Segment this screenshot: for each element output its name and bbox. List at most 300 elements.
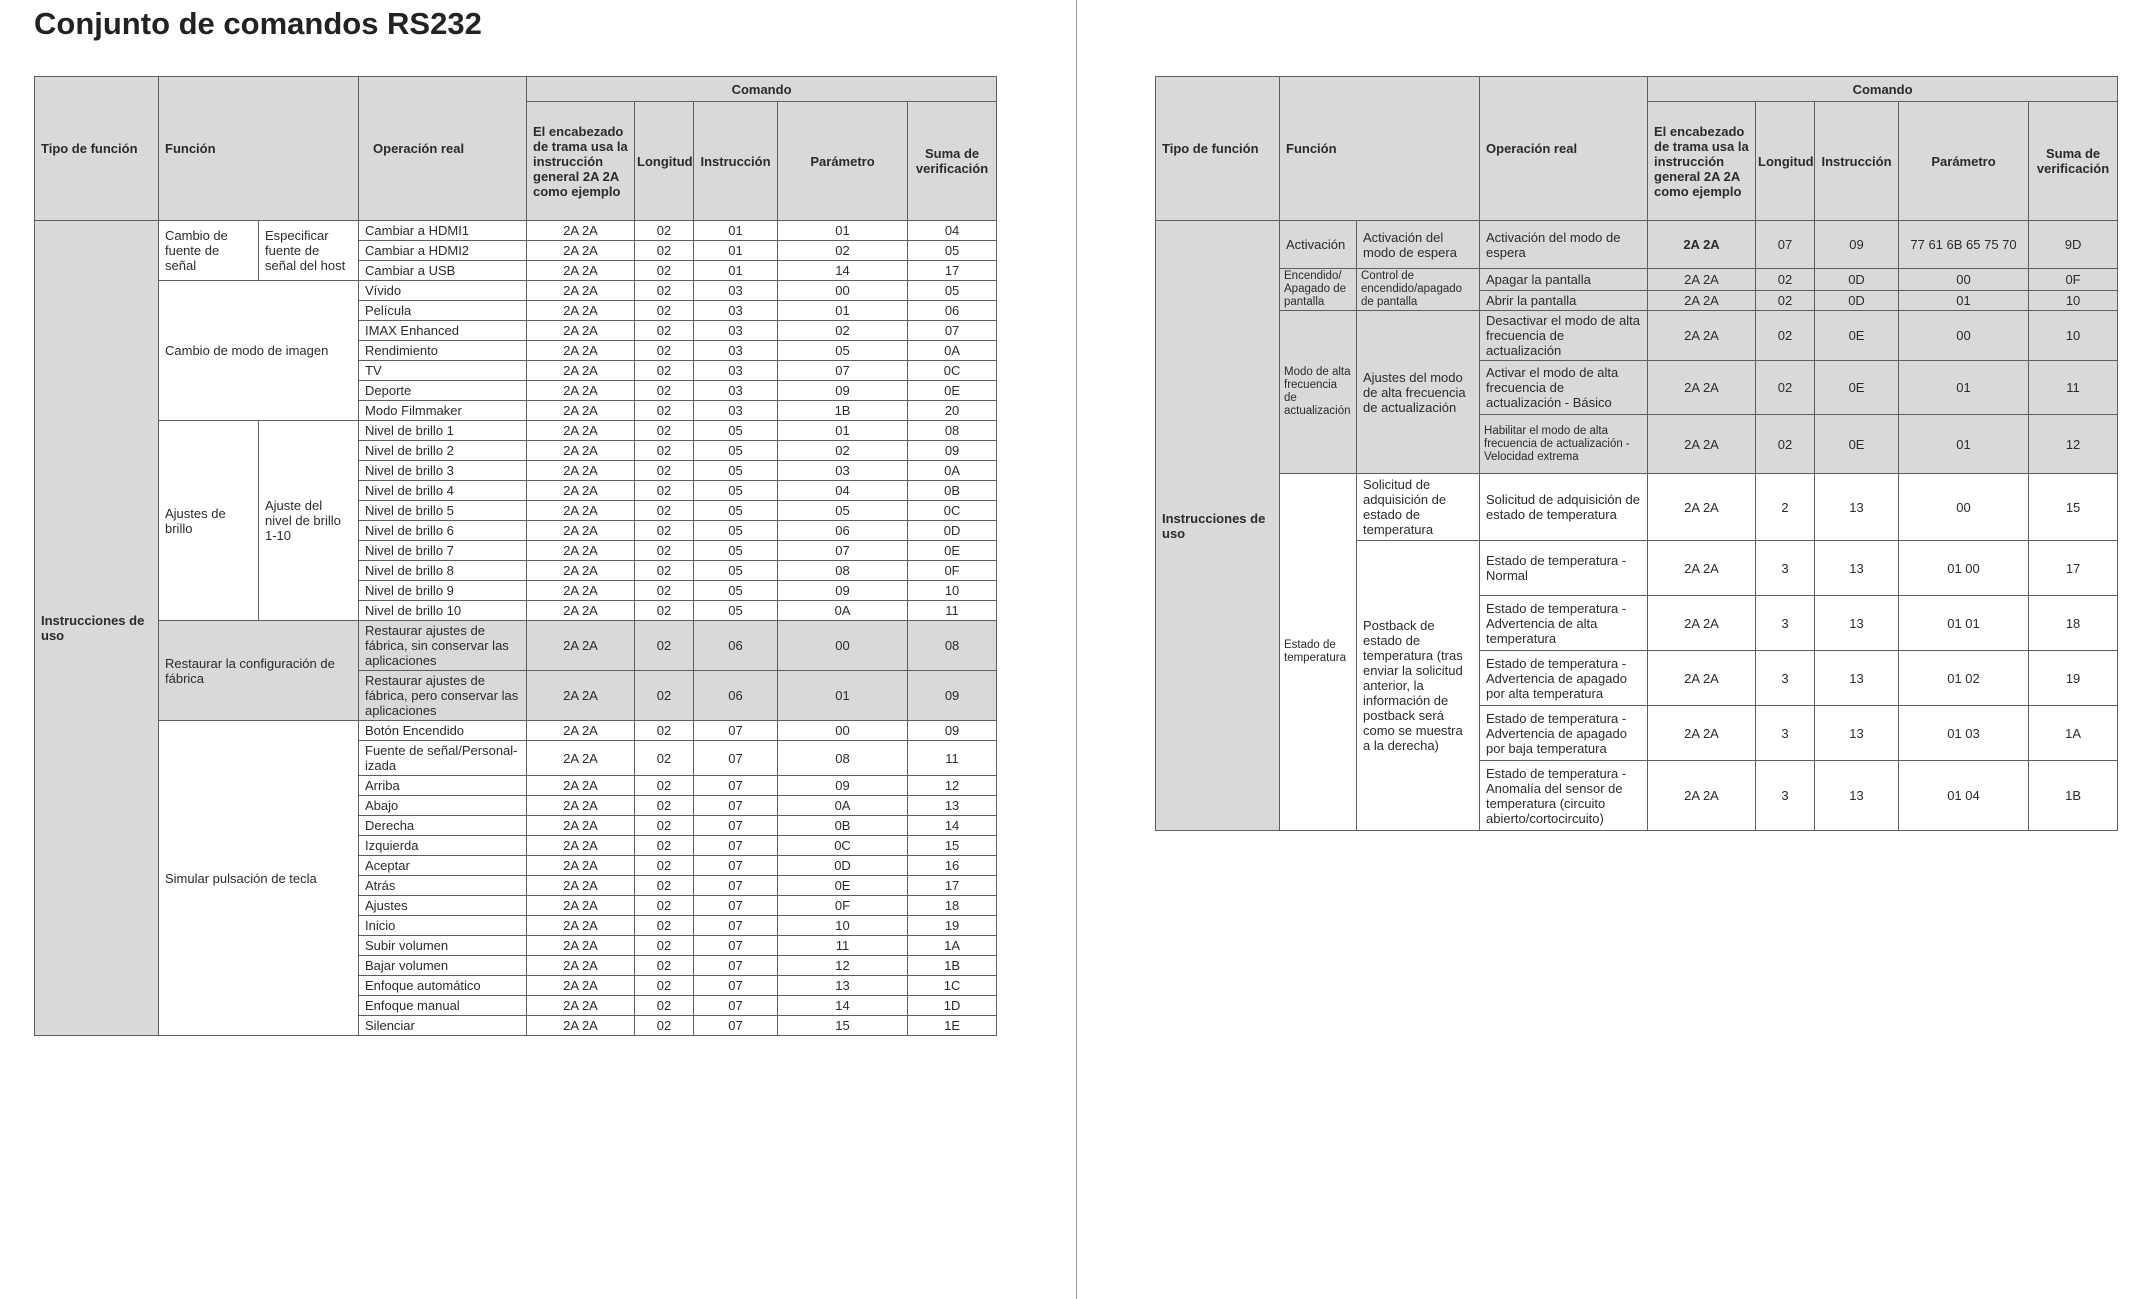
instruction-cell: 06 xyxy=(694,621,778,671)
operation-cell: IMAX Enhanced xyxy=(359,321,527,341)
function-group-cell: Cambio de modo de imagen xyxy=(159,281,359,421)
length-cell: 02 xyxy=(635,321,694,341)
instruction-cell: 07 xyxy=(694,796,778,816)
operation-cell: Derecha xyxy=(359,816,527,836)
length-cell: 02 xyxy=(635,541,694,561)
checksum-cell: 18 xyxy=(908,896,997,916)
parameter-cell: 0F xyxy=(778,896,908,916)
header-encabezado: El encabezado de trama usa la instrucción general 2A 2A como ejemplo xyxy=(527,102,635,221)
length-cell: 02 xyxy=(635,261,694,281)
checksum-cell: 14 xyxy=(908,816,997,836)
operation-cell: Estado de temperatura - Advertencia de alta temperatura xyxy=(1480,596,1648,651)
header-value-cell: 2A 2A xyxy=(527,461,635,481)
checksum-cell: 17 xyxy=(2029,541,2118,596)
function-type-cell: Instrucciones de uso xyxy=(35,221,159,1036)
checksum-cell: 08 xyxy=(908,421,997,441)
parameter-cell: 00 xyxy=(778,621,908,671)
parameter-cell: 09 xyxy=(778,581,908,601)
header-value-cell: 2A 2A xyxy=(1648,706,1756,761)
operation-cell: Subir volumen xyxy=(359,936,527,956)
checksum-cell: 17 xyxy=(908,261,997,281)
checksum-cell: 19 xyxy=(2029,651,2118,706)
page-title: Conjunto de comandos RS232 xyxy=(34,6,482,41)
instruction-cell: 07 xyxy=(694,836,778,856)
header-value-cell: 2A 2A xyxy=(1648,269,1756,291)
length-cell: 02 xyxy=(635,461,694,481)
header-suma: Suma de verificación xyxy=(908,102,997,221)
length-cell: 02 xyxy=(635,776,694,796)
length-cell: 02 xyxy=(635,956,694,976)
checksum-cell: 0F xyxy=(2029,269,2118,291)
header-funcion: Función xyxy=(1280,77,1480,221)
checksum-cell: 15 xyxy=(908,836,997,856)
instruction-cell: 01 xyxy=(694,221,778,241)
parameter-cell: 0A xyxy=(778,796,908,816)
parameter-cell: 01 xyxy=(778,301,908,321)
instruction-cell: 05 xyxy=(694,501,778,521)
length-cell: 02 xyxy=(635,621,694,671)
checksum-cell: 0A xyxy=(908,341,997,361)
length-cell: 02 xyxy=(1756,269,1815,291)
header-value-cell: 2A 2A xyxy=(1648,761,1756,831)
instruction-cell: 01 xyxy=(694,261,778,281)
length-cell: 02 xyxy=(635,671,694,721)
table-row xyxy=(35,721,997,741)
operation-cell: Activación del modo de espera xyxy=(1480,221,1648,269)
checksum-cell: 09 xyxy=(908,441,997,461)
checksum-cell: 11 xyxy=(908,601,997,621)
length-cell: 02 xyxy=(635,241,694,261)
header-value-cell: 2A 2A xyxy=(1648,651,1756,706)
parameter-cell: 01 00 xyxy=(1899,541,2029,596)
header-value-cell: 2A 2A xyxy=(527,241,635,261)
parameter-cell: 06 xyxy=(778,521,908,541)
length-cell: 02 xyxy=(635,481,694,501)
instruction-cell: 03 xyxy=(694,381,778,401)
operation-cell: Abajo xyxy=(359,796,527,816)
operation-cell: Silenciar xyxy=(359,1016,527,1036)
length-cell: 3 xyxy=(1756,596,1815,651)
table-row xyxy=(1156,311,2118,361)
instruction-cell: 0E xyxy=(1815,415,1899,474)
instruction-cell: 13 xyxy=(1815,651,1899,706)
length-cell: 02 xyxy=(635,361,694,381)
instruction-cell: 07 xyxy=(694,876,778,896)
instruction-cell: 07 xyxy=(694,741,778,776)
header-value-cell: 2A 2A xyxy=(527,936,635,956)
header-value-cell: 2A 2A xyxy=(527,561,635,581)
instruction-cell: 13 xyxy=(1815,761,1899,831)
operation-cell: TV xyxy=(359,361,527,381)
operation-cell: Estado de temperatura - Advertencia de apagado por baja temperatura xyxy=(1480,706,1648,761)
length-cell: 02 xyxy=(635,896,694,916)
parameter-cell: 01 04 xyxy=(1899,761,2029,831)
function-subgroup-cell: Control de encendido/apagado de pantalla xyxy=(1357,269,1480,311)
length-cell: 02 xyxy=(635,976,694,996)
header-value-cell: 2A 2A xyxy=(527,836,635,856)
parameter-cell: 01 xyxy=(1899,290,2029,311)
operation-cell: Vívido xyxy=(359,281,527,301)
checksum-cell: 1A xyxy=(908,936,997,956)
checksum-cell: 0C xyxy=(908,501,997,521)
instruction-cell: 09 xyxy=(1815,221,1899,269)
checksum-cell: 20 xyxy=(908,401,997,421)
checksum-cell: 07 xyxy=(908,321,997,341)
parameter-cell: 01 xyxy=(778,671,908,721)
checksum-cell: 17 xyxy=(908,876,997,896)
header-value-cell: 2A 2A xyxy=(527,896,635,916)
parameter-cell: 08 xyxy=(778,561,908,581)
operation-cell: Nivel de brillo 2 xyxy=(359,441,527,461)
function-group-cell: Estado de temperatura xyxy=(1280,474,1357,831)
operation-cell: Enfoque manual xyxy=(359,996,527,1016)
operation-cell: Restaurar ajustes de fábrica, sin conservar las aplicaciones xyxy=(359,621,527,671)
checksum-cell: 1E xyxy=(908,1016,997,1036)
checksum-cell: 11 xyxy=(2029,361,2118,415)
header-value-cell: 2A 2A xyxy=(1648,541,1756,596)
operation-cell: Abrir la pantalla xyxy=(1480,290,1648,311)
length-cell: 02 xyxy=(635,876,694,896)
instruction-cell: 03 xyxy=(694,281,778,301)
parameter-cell: 14 xyxy=(778,996,908,1016)
instruction-cell: 06 xyxy=(694,671,778,721)
operation-cell: Cambiar a HDMI2 xyxy=(359,241,527,261)
header-value-cell: 2A 2A xyxy=(527,876,635,896)
function-group-cell: Activación xyxy=(1280,221,1357,269)
operation-cell: Modo Filmmaker xyxy=(359,401,527,421)
parameter-cell: 10 xyxy=(778,916,908,936)
header-comando: Comando xyxy=(527,77,997,102)
length-cell: 02 xyxy=(635,836,694,856)
header-encabezado: El encabezado de trama usa la instrucción general 2A 2A como ejemplo xyxy=(1648,102,1756,221)
length-cell: 02 xyxy=(1756,415,1815,474)
checksum-cell: 0F xyxy=(908,561,997,581)
header-suma: Suma de verificación xyxy=(2029,102,2118,221)
parameter-cell: 02 xyxy=(778,321,908,341)
function-group-cell: Restaurar la configuración de fábrica xyxy=(159,621,359,721)
length-cell: 02 xyxy=(635,441,694,461)
header-value-cell: 2A 2A xyxy=(527,741,635,776)
header-tipo: Tipo de función xyxy=(1156,77,1280,221)
parameter-cell: 15 xyxy=(778,1016,908,1036)
length-cell: 02 xyxy=(635,501,694,521)
header-value-cell: 2A 2A xyxy=(527,816,635,836)
length-cell: 02 xyxy=(635,936,694,956)
length-cell: 02 xyxy=(635,421,694,441)
function-subgroup-cell: Postback de estado de temperatura (tras enviar la solicitud anterior, la información de postback será como se muestra a la derecha) xyxy=(1357,541,1480,831)
checksum-cell: 09 xyxy=(908,671,997,721)
parameter-cell: 0D xyxy=(778,856,908,876)
length-cell: 02 xyxy=(635,561,694,581)
length-cell: 02 xyxy=(635,721,694,741)
checksum-cell: 18 xyxy=(2029,596,2118,651)
checksum-cell: 1B xyxy=(908,956,997,976)
length-cell: 3 xyxy=(1756,706,1815,761)
instruction-cell: 0E xyxy=(1815,361,1899,415)
checksum-cell: 12 xyxy=(908,776,997,796)
header-value-cell: 2A 2A xyxy=(527,796,635,816)
function-group-cell: Cambio de fuente de señal xyxy=(159,221,259,281)
operation-cell: Película xyxy=(359,301,527,321)
parameter-cell: 08 xyxy=(778,741,908,776)
instruction-cell: 05 xyxy=(694,601,778,621)
table-row xyxy=(35,221,997,241)
header-value-cell: 2A 2A xyxy=(527,916,635,936)
instruction-cell: 03 xyxy=(694,361,778,381)
instruction-cell: 03 xyxy=(694,301,778,321)
instruction-cell: 07 xyxy=(694,976,778,996)
header-value-cell: 2A 2A xyxy=(1648,596,1756,651)
checksum-cell: 9D xyxy=(2029,221,2118,269)
length-cell: 02 xyxy=(635,741,694,776)
length-cell: 02 xyxy=(635,816,694,836)
operation-cell: Estado de temperatura - Advertencia de apagado por alta temperatura xyxy=(1480,651,1648,706)
instruction-cell: 07 xyxy=(694,936,778,956)
parameter-cell: 09 xyxy=(778,776,908,796)
length-cell: 07 xyxy=(1756,221,1815,269)
function-type-cell: Instrucciones de uso xyxy=(1156,221,1280,831)
header-value-cell: 2A 2A xyxy=(527,776,635,796)
instruction-cell: 07 xyxy=(694,721,778,741)
parameter-cell: 14 xyxy=(778,261,908,281)
operation-cell: Nivel de brillo 5 xyxy=(359,501,527,521)
operation-cell: Nivel de brillo 9 xyxy=(359,581,527,601)
parameter-cell: 01 01 xyxy=(1899,596,2029,651)
checksum-cell: 0B xyxy=(908,481,997,501)
instruction-cell: 13 xyxy=(1815,474,1899,541)
header-value-cell: 2A 2A xyxy=(527,581,635,601)
instruction-cell: 05 xyxy=(694,541,778,561)
header-value-cell: 2A 2A xyxy=(527,541,635,561)
header-value-cell: 2A 2A xyxy=(527,996,635,1016)
parameter-cell: 04 xyxy=(778,481,908,501)
header-parametro: Parámetro xyxy=(778,102,908,221)
length-cell: 02 xyxy=(635,301,694,321)
instruction-cell: 07 xyxy=(694,996,778,1016)
checksum-cell: 10 xyxy=(2029,311,2118,361)
parameter-cell: 0B xyxy=(778,816,908,836)
length-cell: 3 xyxy=(1756,761,1815,831)
parameter-cell: 0A xyxy=(778,601,908,621)
header-value-cell: 2A 2A xyxy=(527,1016,635,1036)
parameter-cell: 01 xyxy=(778,421,908,441)
parameter-cell: 01 03 xyxy=(1899,706,2029,761)
checksum-cell: 12 xyxy=(2029,415,2118,474)
instruction-cell: 07 xyxy=(694,916,778,936)
header-value-cell: 2A 2A xyxy=(527,956,635,976)
length-cell: 02 xyxy=(635,221,694,241)
operation-cell: Inicio xyxy=(359,916,527,936)
length-cell: 02 xyxy=(635,796,694,816)
length-cell: 2 xyxy=(1756,474,1815,541)
parameter-cell: 01 xyxy=(1899,415,2029,474)
operation-cell: Apagar la pantalla xyxy=(1480,269,1648,291)
length-cell: 02 xyxy=(635,401,694,421)
instruction-cell: 07 xyxy=(694,776,778,796)
checksum-cell: 15 xyxy=(2029,474,2118,541)
header-value-cell: 2A 2A xyxy=(527,341,635,361)
parameter-cell: 12 xyxy=(778,956,908,976)
instruction-cell: 05 xyxy=(694,421,778,441)
length-cell: 3 xyxy=(1756,541,1815,596)
parameter-cell: 00 xyxy=(1899,269,2029,291)
checksum-cell: 0E xyxy=(908,541,997,561)
function-group-cell: Encendido/ Apagado de pantalla xyxy=(1280,269,1357,311)
length-cell: 02 xyxy=(1756,361,1815,415)
operation-cell: Cambiar a USB xyxy=(359,261,527,281)
parameter-cell: 77 61 6B 65 75 70 xyxy=(1899,221,2029,269)
header-instruccion: Instrucción xyxy=(1815,102,1899,221)
operation-cell: Izquierda xyxy=(359,836,527,856)
operation-cell: Atrás xyxy=(359,876,527,896)
operation-cell: Estado de temperatura - Normal xyxy=(1480,541,1648,596)
length-cell: 02 xyxy=(635,601,694,621)
header-value-cell: 2A 2A xyxy=(527,221,635,241)
instruction-cell: 05 xyxy=(694,521,778,541)
header-value-cell: 2A 2A xyxy=(527,621,635,671)
header-value-cell: 2A 2A xyxy=(527,481,635,501)
header-longitud: Longitud xyxy=(1756,102,1815,221)
function-subgroup-cell: Activación del modo de espera xyxy=(1357,221,1480,269)
header-value-cell: 2A 2A xyxy=(527,381,635,401)
length-cell: 02 xyxy=(635,381,694,401)
operation-cell: Nivel de brillo 3 xyxy=(359,461,527,481)
checksum-cell: 05 xyxy=(908,281,997,301)
instruction-cell: 07 xyxy=(694,1016,778,1036)
header-value-cell: 2A 2A xyxy=(527,401,635,421)
operation-cell: Botón Encendido xyxy=(359,721,527,741)
header-value-cell: 2A 2A xyxy=(527,601,635,621)
instruction-cell: 07 xyxy=(694,816,778,836)
checksum-cell: 09 xyxy=(908,721,997,741)
header-value-cell: 2A 2A xyxy=(1648,474,1756,541)
instruction-cell: 05 xyxy=(694,461,778,481)
length-cell: 02 xyxy=(1756,311,1815,361)
length-cell: 02 xyxy=(635,856,694,876)
header-value-cell: 2A 2A xyxy=(527,721,635,741)
parameter-cell: 02 xyxy=(778,241,908,261)
parameter-cell: 00 xyxy=(778,281,908,301)
header-value-cell: 2A 2A xyxy=(527,671,635,721)
length-cell: 02 xyxy=(635,916,694,936)
checksum-cell: 06 xyxy=(908,301,997,321)
parameter-cell: 03 xyxy=(778,461,908,481)
function-subgroup-cell: Solicitud de adquisición de estado de temperatura xyxy=(1357,474,1480,541)
header-value-cell: 2A 2A xyxy=(527,421,635,441)
function-group-cell: Modo de alta frecuencia de actualización xyxy=(1280,311,1357,474)
table-row xyxy=(1156,474,2118,541)
header-operacion: Operación real xyxy=(359,77,527,221)
parameter-cell: 07 xyxy=(778,361,908,381)
header-instruccion: Instrucción xyxy=(694,102,778,221)
instruction-cell: 03 xyxy=(694,341,778,361)
function-group-cell: Ajustes de brillo xyxy=(159,421,259,621)
parameter-cell: 01 02 xyxy=(1899,651,2029,706)
header-value-cell: 2A 2A xyxy=(527,441,635,461)
instruction-cell: 13 xyxy=(1815,596,1899,651)
length-cell: 02 xyxy=(1756,290,1815,311)
header-value-cell: 2A 2A xyxy=(527,501,635,521)
parameter-cell: 05 xyxy=(778,501,908,521)
checksum-cell: 0D xyxy=(908,521,997,541)
checksum-cell: 04 xyxy=(908,221,997,241)
checksum-cell: 10 xyxy=(2029,290,2118,311)
parameter-cell: 00 xyxy=(778,721,908,741)
instruction-cell: 07 xyxy=(694,896,778,916)
checksum-cell: 08 xyxy=(908,621,997,671)
instruction-cell: 05 xyxy=(694,441,778,461)
instruction-cell: 03 xyxy=(694,321,778,341)
header-operacion: Operación real xyxy=(1480,77,1648,221)
page-divider xyxy=(1076,0,1077,1299)
instruction-cell: 05 xyxy=(694,561,778,581)
header-value-cell: 2A 2A xyxy=(1648,311,1756,361)
header-value-cell: 2A 2A xyxy=(527,321,635,341)
header-value-cell: 2A 2A xyxy=(1648,415,1756,474)
operation-cell: Rendimiento xyxy=(359,341,527,361)
header-value-cell: 2A 2A xyxy=(527,261,635,281)
checksum-cell: 0E xyxy=(908,381,997,401)
header-parametro: Parámetro xyxy=(1899,102,2029,221)
operation-cell: Enfoque automático xyxy=(359,976,527,996)
checksum-cell: 0A xyxy=(908,461,997,481)
parameter-cell: 01 xyxy=(778,221,908,241)
checksum-cell: 19 xyxy=(908,916,997,936)
checksum-cell: 1A xyxy=(2029,706,2118,761)
instruction-cell: 0E xyxy=(1815,311,1899,361)
table-row xyxy=(1156,221,2118,269)
operation-cell: Bajar volumen xyxy=(359,956,527,976)
function-subgroup-cell: Ajuste del nivel de brillo 1-10 xyxy=(259,421,359,621)
header-value-cell: 2A 2A xyxy=(1648,221,1756,269)
function-group-cell: Simular pulsación de tecla xyxy=(159,721,359,1036)
parameter-cell: 11 xyxy=(778,936,908,956)
checksum-cell: 13 xyxy=(908,796,997,816)
checksum-cell: 10 xyxy=(908,581,997,601)
left-command-table xyxy=(34,76,997,1036)
instruction-cell: 0D xyxy=(1815,290,1899,311)
length-cell: 02 xyxy=(635,1016,694,1036)
parameter-cell: 02 xyxy=(778,441,908,461)
header-tipo: Tipo de función xyxy=(35,77,159,221)
header-longitud: Longitud xyxy=(635,102,694,221)
operation-cell: Ajustes xyxy=(359,896,527,916)
header-value-cell: 2A 2A xyxy=(1648,361,1756,415)
parameter-cell: 09 xyxy=(778,381,908,401)
instruction-cell: 01 xyxy=(694,241,778,261)
operation-cell: Nivel de brillo 4 xyxy=(359,481,527,501)
header-funcion: Función xyxy=(159,77,359,221)
right-command-table xyxy=(1155,76,2118,831)
length-cell: 02 xyxy=(635,581,694,601)
checksum-cell: 05 xyxy=(908,241,997,261)
length-cell: 02 xyxy=(635,996,694,1016)
operation-cell: Aceptar xyxy=(359,856,527,876)
header-value-cell: 2A 2A xyxy=(527,281,635,301)
header-value-cell: 2A 2A xyxy=(527,976,635,996)
operation-cell: Estado de temperatura - Anomalía del sensor de temperatura (circuito abierto/cortocircuito) xyxy=(1480,761,1648,831)
checksum-cell: 1B xyxy=(2029,761,2118,831)
length-cell: 02 xyxy=(635,521,694,541)
header-comando: Comando xyxy=(1648,77,2118,102)
table-row xyxy=(1156,269,2118,291)
instruction-cell: 05 xyxy=(694,581,778,601)
operation-cell: Desactivar el modo de alta frecuencia de actualización xyxy=(1480,311,1648,361)
operation-cell: Restaurar ajustes de fábrica, pero conservar las aplicaciones xyxy=(359,671,527,721)
parameter-cell: 0C xyxy=(778,836,908,856)
table-row xyxy=(35,281,997,301)
operation-cell: Nivel de brillo 6 xyxy=(359,521,527,541)
